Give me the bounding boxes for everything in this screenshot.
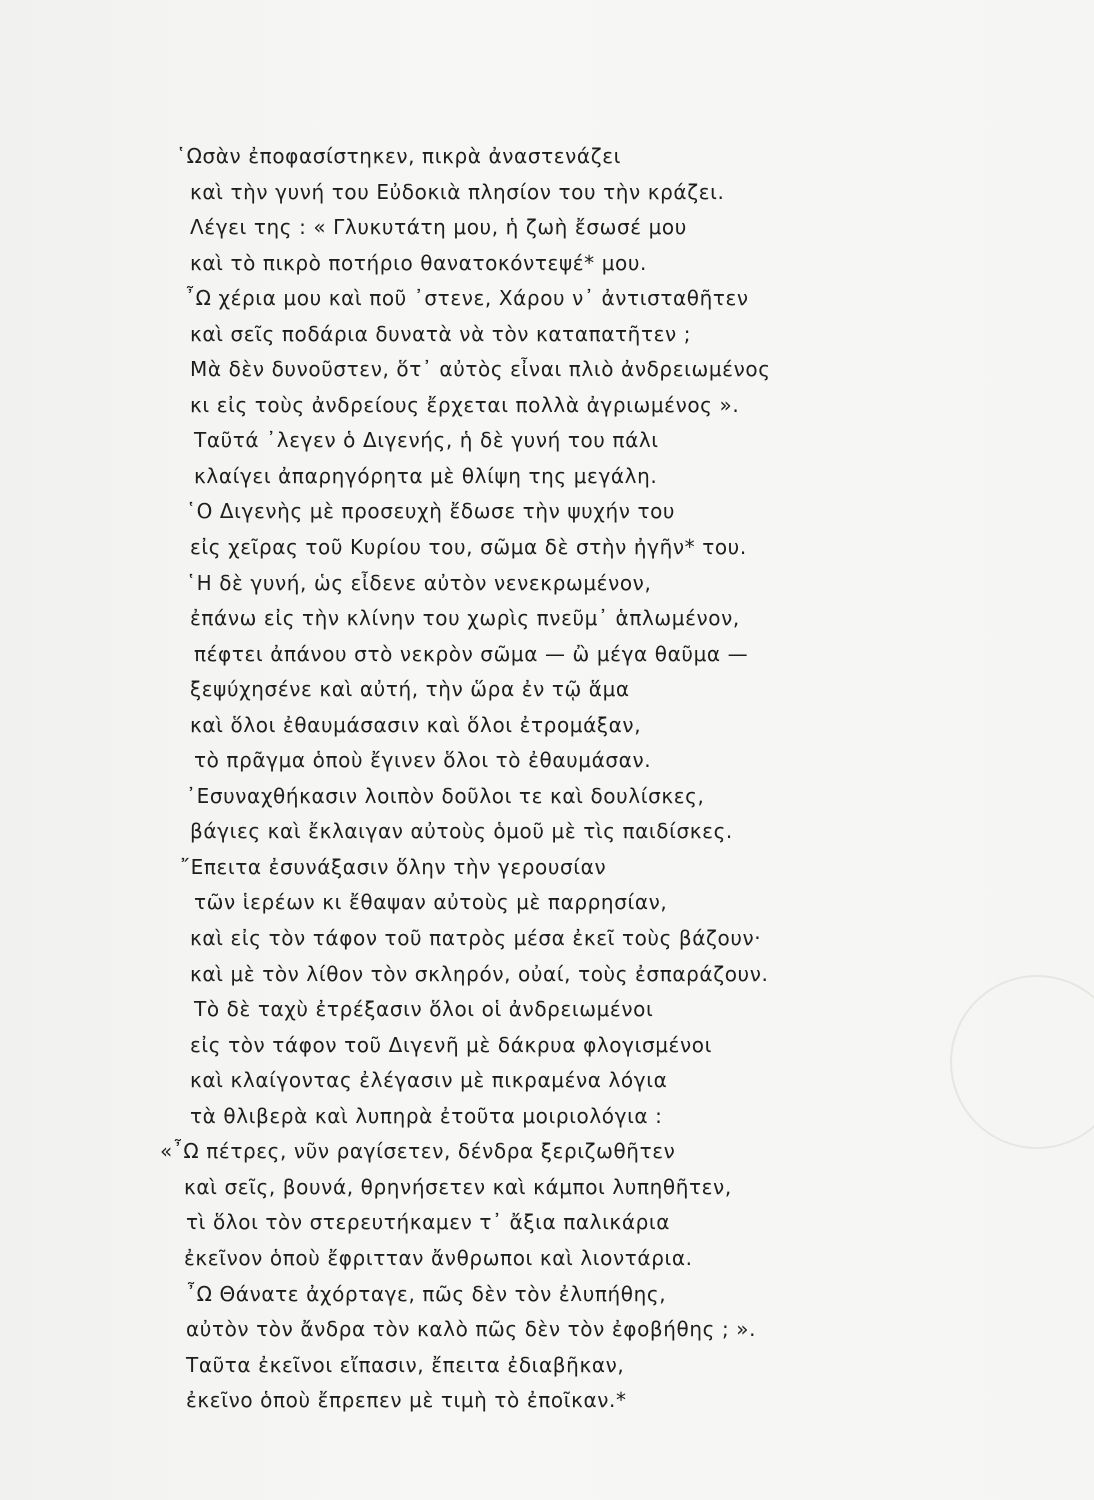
poem-line: εἰς τὸν τάφον τοῦ Διγενῆ μὲ δάκρυα φλογισμένοι [190, 1032, 712, 1057]
poem-line: τὰ θλιβερὰ καὶ λυπηρὰ ἐτοῦτα μοιριολόγια : [190, 1103, 663, 1128]
poem-line: ῾Ωσὰν ἐποφασίστηκεν, πικρὰ ἀναστενάζει [176, 144, 621, 168]
poem-line: ῾Η δὲ γυνή, ὡς εἶδενε αὐτὸν νενεκρωμένον, [186, 570, 652, 595]
poem-line: Μὰ δὲν δυνοῦστεν, ὅτ᾿ αὐτὸς εἶναι πλιὸ ἀνδρειωμένος [190, 357, 771, 382]
poem-line: ᾿Εσυναχθήκασιν λοιπὸν δοῦλοι τε καὶ δουλίσκες, [186, 783, 705, 808]
poem-line: ῾Ο Διγενὴς μὲ προσευχὴ ἔδωσε τὴν ψυχήν του [186, 499, 676, 524]
poem-line: καὶ μὲ τὸν λίθον τὸν σκληρόν, οὐαί, τοὺς ἐσπαράζουν. [190, 961, 769, 986]
poem-line: ἐκεῖνο ὁποὺ ἔπρεπεν μὲ τιμὴ τὸ ἐποῖκαν.* [186, 1388, 627, 1413]
poem-line: ἐκεῖνον ὁποὺ ἔφριτταν ἄνθρωποι καὶ λιοντάρια. [184, 1245, 693, 1270]
poem-line: «῏Ω πέτρες, νῦν ραγίσετεν, δένδρα ξεριζωθῆτεν [160, 1139, 676, 1164]
poem-line: τὸ πρᾶγμα ὁποὺ ἔγινεν ὅλοι τὸ ἐθαυμάσαν. [194, 748, 652, 773]
poem-line: βάγιες καὶ ἔκλαιγαν αὐτοὺς ὁμοῦ μὲ τὶς παιδίσκες. [190, 819, 733, 844]
poem-line: ἐπάνω εἰς τὴν κλίνην του χωρὶς πνεῦμ᾿ ἁπλωμένον, [190, 606, 740, 631]
poem-line: ῏Ω χέρια μου καὶ ποῦ ᾿στενε, Χάρου ν᾿ ἀντισταθῆτεν [185, 286, 749, 311]
poem-line: τὶ ὅλοι τὸν στερευτήκαμεν τ᾿ ἄξια παλικάρια [186, 1210, 671, 1235]
poem-line: πέφτει ἀπάνου στὸ νεκρὸν σῶμα — ὢ μέγα θαῦμα — [194, 641, 749, 666]
poem-line: καὶ σεῖς ποδάρια δυνατὰ νὰ τὸν καταπατῆτεν ; [190, 321, 692, 346]
poem-line: καὶ κλαίγοντας ἐλέγασιν μὲ πικραμένα λόγια [190, 1068, 668, 1093]
poem-line: ῎Επειτα ἐσυνάξασιν ὅλην τὴν γερουσίαν [180, 854, 607, 879]
poem-line: εἰς χεῖρας τοῦ Κυρίου του, σῶμα δὲ στὴν ἠγῆν* του. [190, 535, 747, 560]
poem-line: ῏Ω Θάνατε ἀχόρταγε, πῶς δὲν τὸν ἐλυπήθης, [186, 1281, 667, 1306]
poem-line: κλαίγει ἀπαρηγόρητα μὲ θλίψη της μεγάλη. [194, 463, 658, 488]
poem-line: Ταῦτα ἐκεῖνοι εἴπασιν, ἔπειτα ἐδιαβῆκαν, [186, 1352, 625, 1377]
poem-text [150, 139, 1050, 1419]
poem-line: αὐτὸν τὸν ἄνδρα τὸν καλὸ πῶς δὲν τὸν ἐφοβήθης ; ». [186, 1317, 757, 1342]
poem-line: καὶ τὴν γυνή του Εὐδοκιὰ πλησίον του τὴν κράζει. [190, 179, 725, 204]
poem-line: καὶ ὅλοι ἐθαυμάσασιν καὶ ὅλοι ἐτρομάξαν, [190, 712, 642, 737]
poem-line: Λέγει της : « Γλυκυτάτη μου, ἡ ζωὴ ἔσωσέ μου [190, 215, 687, 240]
poem-line: καὶ σεῖς, βουνά, θρηνήσετεν καὶ κάμποι λυπηθῆτεν, [184, 1174, 732, 1199]
poem-line: κι εἰς τοὺς ἀνδρείους ἔρχεται πολλὰ ἀγριωμένος ». [190, 392, 740, 417]
poem-line: τῶν ἱερέων κι ἔθαψαν αὐτοὺς μὲ παρρησίαν, [194, 890, 668, 915]
poem-line: καὶ εἰς τὸν τάφον τοῦ πατρὸς μέσα ἐκεῖ τοὺς βάζουν· [190, 926, 762, 951]
poem-line: καὶ τὸ πικρὸ ποτήριο θανατοκόντεψέ* μου. [190, 250, 648, 275]
poem-line: ξεψύχησένε καὶ αὐτή, τὴν ὥρα ἐν τῷ ἅμα [190, 677, 630, 702]
poem-line: Τὸ δὲ ταχὺ ἐτρέξασιν ὅλοι οἱ ἀνδρειωμένοι [194, 997, 654, 1022]
poem-line: Ταῦτά ᾿λεγεν ὁ Διγενής, ἡ δὲ γυνή του πάλι [194, 428, 659, 453]
